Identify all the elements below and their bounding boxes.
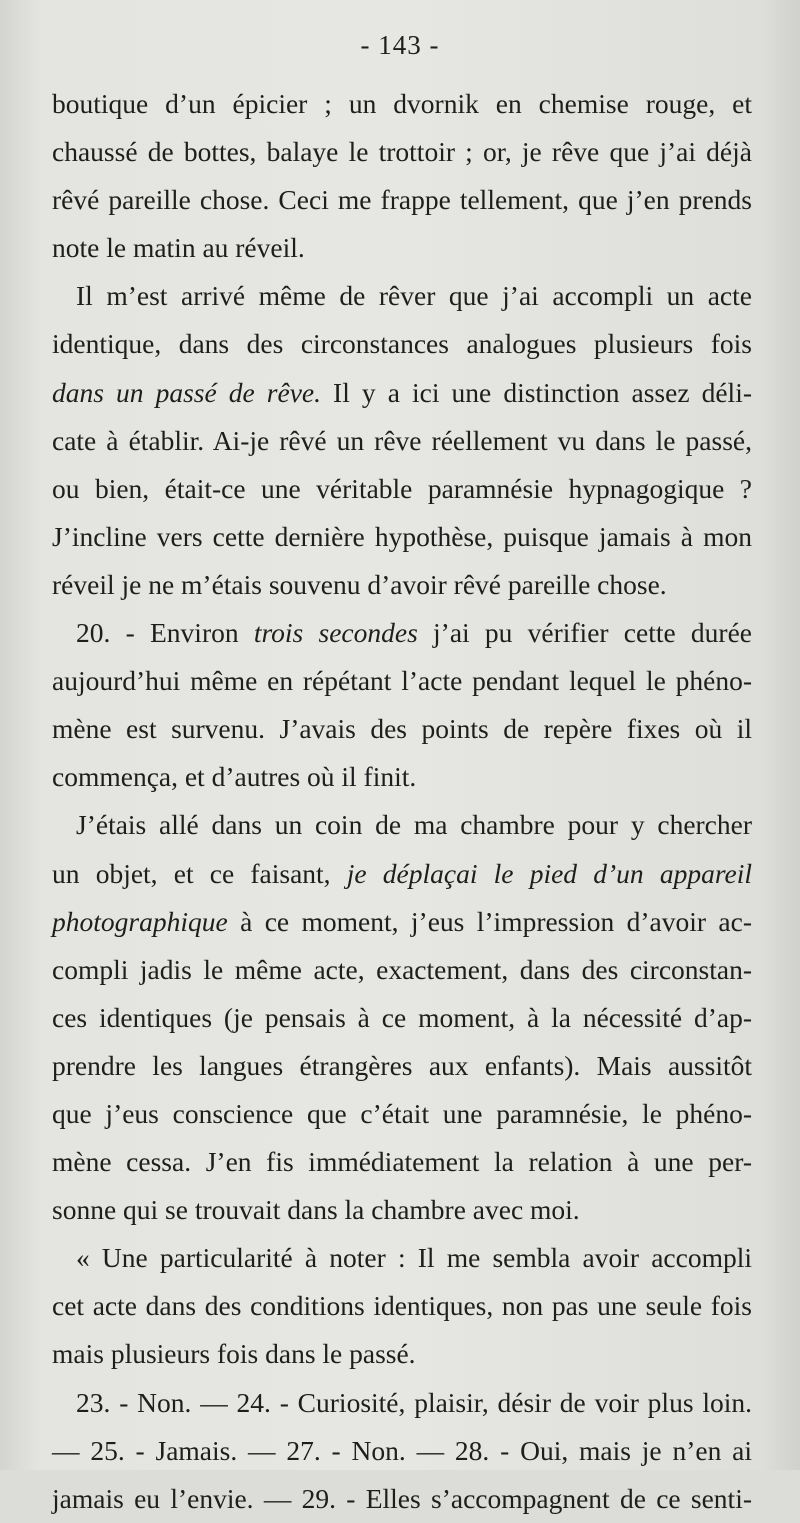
- text-line: Il m’est arrivé même de rêver que j’ai accompli un acte: [76, 280, 752, 312]
- text-line: identique, dans des circonstances analogues plusieurs fois: [52, 328, 752, 360]
- text-line: rêvé pareille chose. Ceci me frappe tellement, que j’en prends: [52, 184, 752, 216]
- text-line: un objet, et ce faisant, je déplaçai le pied d’un appareil: [52, 857, 753, 889]
- text-line: ou bien, était-ce une véritable paramnésie hypnagogique ?: [52, 472, 752, 504]
- text-line: 20. - Environ trois secondes j’ai pu vérifier cette durée: [76, 617, 752, 649]
- text-line: ces identiques (je pensais à ce moment, à la nécessité d’ap-: [52, 1001, 752, 1033]
- page-number: - 143 -: [360, 30, 440, 60]
- text-line: « Une particularité à noter : Il me sembla avoir accompli: [76, 1242, 752, 1274]
- text-line: que j’eus conscience que c’était une paramnésie, le phéno-: [52, 1097, 752, 1129]
- text-line: mène est survenu. J’avais des points de repère fixes où il: [52, 713, 752, 745]
- text-line: aujourd’hui même en répétant l’acte pendant lequel le phéno-: [52, 665, 752, 697]
- text-line: jamais eu l’envie. — 29. - Elles s’accompagnent de ce senti-: [52, 1482, 752, 1514]
- text-line: commença, et d’autres où il finit.: [52, 761, 417, 793]
- text-line: réveil je ne m’étais souvenu d’avoir rêvé pareille chose.: [52, 568, 667, 600]
- text-line: compli jadis le même acte, exactement, dans des circonstan-: [52, 953, 752, 985]
- text-line: cate à établir. Ai-je rêvé un rêve réellement vu dans le passé,: [52, 424, 752, 456]
- italic-phrase: dans un passé de rêve.: [52, 376, 321, 408]
- text-line: photographique à ce moment, j’eus l’impression d’avoir ac-: [52, 905, 752, 937]
- italic-phrase: je déplaçai le pied d’un appareil: [346, 857, 753, 889]
- text-line: J’étais allé dans un coin de ma chambre pour y chercher: [76, 809, 752, 841]
- text-line: dans un passé de rêve. Il y a ici une distinction assez déli-: [52, 376, 752, 408]
- text-line: sonne qui se trouvait dans la chambre avec moi.: [52, 1194, 580, 1226]
- text-line: boutique d’un épicier ; un dvornik en chemise rouge, et: [52, 88, 752, 119]
- italic-phrase: photographique: [52, 905, 228, 937]
- text-line: chaussé de bottes, balaye le trottoir ; or, je rêve que j’ai déjà: [52, 136, 752, 168]
- text-line: prendre les langues étrangères aux enfants). Mais aussitôt: [52, 1049, 752, 1081]
- text-line: note le matin au réveil.: [52, 232, 305, 264]
- text-line: J’incline vers cette dernière hypothèse, puisque jamais à mon: [52, 520, 752, 552]
- italic-phrase: trois secondes: [253, 617, 418, 649]
- body-text: [52, 80, 752, 1523]
- text-line: 23. - Non. — 24. - Curiosité, plaisir, désir de voir plus loin.: [76, 1386, 752, 1418]
- text-line: mais plusieurs fois dans le passé.: [52, 1338, 416, 1370]
- text-line: — 25. - Jamais. — 27. - Non. — 28. - Oui, mais je n’en ai: [52, 1434, 752, 1466]
- text-line: mène cessa. J’en fis immédiatement la relation à une per-: [52, 1146, 752, 1178]
- text-line: cet acte dans des conditions identiques, non pas une seule fois: [52, 1290, 752, 1322]
